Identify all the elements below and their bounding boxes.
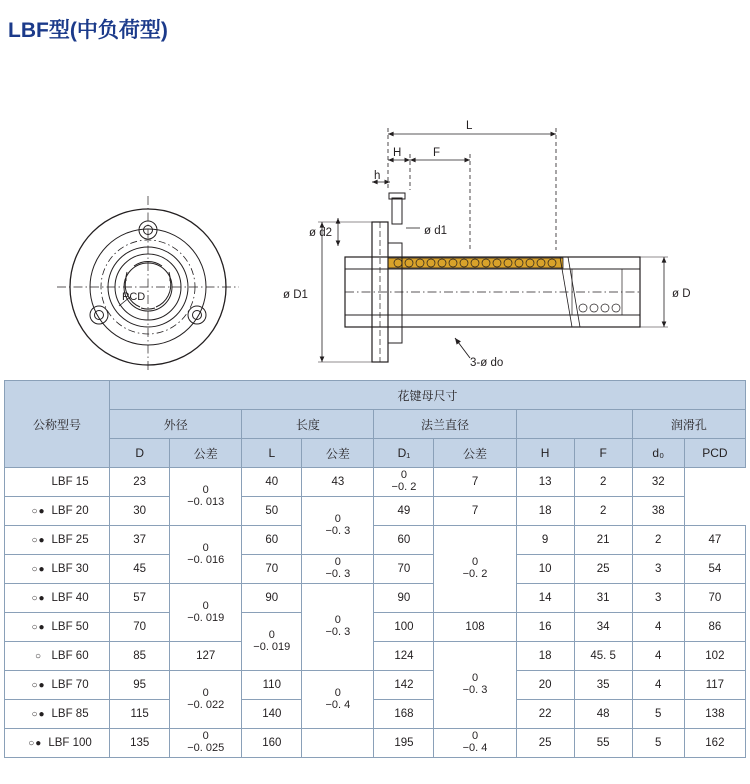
cell-model: ○● LBF 50 bbox=[5, 613, 110, 642]
cell-model: ○ LBF 60 bbox=[5, 642, 110, 671]
cell-model: ○● LBF 70 bbox=[5, 671, 110, 700]
label-L: L bbox=[466, 120, 473, 132]
table-row bbox=[5, 584, 746, 613]
label-d0-callout: 3-ø do bbox=[470, 357, 504, 369]
cell-D1: 43 bbox=[302, 468, 374, 497]
th-L-tol: 公差 bbox=[302, 439, 374, 468]
th-group-od: 外径 bbox=[110, 410, 242, 439]
cell-PCD: 117 bbox=[684, 671, 745, 700]
table-header-row-1 bbox=[5, 381, 746, 410]
th-group-main: 花键母尺寸 bbox=[110, 381, 746, 410]
cell-D1: 60 bbox=[374, 526, 434, 555]
availability-marks: ○● bbox=[31, 535, 46, 546]
cell-d0: 3 bbox=[632, 584, 684, 613]
cell-D1: 195 bbox=[374, 729, 434, 758]
technical-drawing bbox=[0, 50, 750, 370]
cell-D1: 70 bbox=[374, 555, 434, 584]
cell-D1: 168 bbox=[374, 700, 434, 729]
cell-PCD: 138 bbox=[684, 700, 745, 729]
availability-marks: ○ bbox=[34, 651, 43, 662]
cell-D-tolerance: 0 −0. 013 bbox=[170, 468, 242, 526]
cell-L: 60 bbox=[242, 526, 302, 555]
cell-PCD: 47 bbox=[684, 526, 745, 555]
cell-model: ○● LBF 100 bbox=[5, 729, 110, 758]
cell-L-tolerance: 0 −0. 3 bbox=[302, 555, 374, 584]
th-group-flange: 法兰直径 bbox=[374, 410, 516, 439]
cell-d0: 2 bbox=[574, 468, 632, 497]
cell-d0: 2 bbox=[574, 497, 632, 526]
availability-marks: ○● bbox=[28, 738, 43, 749]
cell-d0: 4 bbox=[632, 671, 684, 700]
cell-D: 37 bbox=[110, 526, 170, 555]
cell-D-tolerance: 0 −0. 019 bbox=[170, 584, 242, 642]
table-row bbox=[5, 642, 746, 671]
cell-H: 10 bbox=[516, 555, 574, 584]
cell-model: ○● LBF 85 bbox=[5, 700, 110, 729]
th-D: D bbox=[110, 439, 170, 468]
th-F: F bbox=[574, 439, 632, 468]
table-row bbox=[5, 700, 746, 729]
cell-D: 30 bbox=[110, 497, 170, 526]
cell-L: 50 bbox=[242, 497, 302, 526]
cell-PCD: 162 bbox=[684, 729, 745, 758]
table-row bbox=[5, 555, 746, 584]
label-H: H bbox=[393, 147, 402, 159]
cell-H: 9 bbox=[516, 526, 574, 555]
availability-marks: ○● bbox=[31, 593, 46, 604]
cell-H: 20 bbox=[516, 671, 574, 700]
cell-d0: 4 bbox=[632, 642, 684, 671]
availability-marks: ○● bbox=[31, 680, 46, 691]
cell-D: 95 bbox=[110, 671, 170, 700]
th-H: H bbox=[516, 439, 574, 468]
cell-d0: 5 bbox=[632, 700, 684, 729]
cell-d0: 3 bbox=[632, 555, 684, 584]
th-d0: d₀ bbox=[632, 439, 684, 468]
cell-L: 110 bbox=[242, 671, 302, 700]
cell-F: 55 bbox=[574, 729, 632, 758]
cell-L-tolerance: 0 −0. 3 bbox=[302, 497, 374, 555]
label-D: ø D bbox=[672, 288, 691, 300]
cell-L: 160 bbox=[242, 729, 302, 758]
front-view bbox=[57, 196, 239, 370]
label-F: F bbox=[433, 147, 441, 159]
cell-model: ○● LBF 30 bbox=[5, 555, 110, 584]
cell-L: 100 bbox=[374, 613, 434, 642]
cell-L: 140 bbox=[242, 700, 302, 729]
th-D1: D₁ bbox=[374, 439, 434, 468]
th-group-lube: 润滑孔 bbox=[632, 410, 745, 439]
table-row bbox=[5, 613, 746, 642]
spec-table-body bbox=[5, 468, 746, 758]
table-row bbox=[5, 729, 746, 758]
cell-F: 45. 5 bbox=[574, 642, 632, 671]
cell-d0: 2 bbox=[632, 526, 684, 555]
label-pcd: PCD bbox=[122, 291, 146, 303]
cell-D: 57 bbox=[110, 584, 170, 613]
cell-D1: 142 bbox=[374, 671, 434, 700]
spec-table bbox=[4, 380, 746, 758]
availability-marks: ○● bbox=[31, 564, 46, 575]
th-group-blank bbox=[516, 410, 632, 439]
cell-H: 16 bbox=[516, 613, 574, 642]
table-header-row-2 bbox=[5, 410, 746, 439]
spec-table-wrapper bbox=[4, 380, 746, 758]
cell-H: 7 bbox=[434, 468, 516, 497]
cell-F: 18 bbox=[516, 497, 574, 526]
th-PCD: PCD bbox=[684, 439, 745, 468]
cell-model: ○● LBF 40 bbox=[5, 584, 110, 613]
cell-H: 7 bbox=[434, 497, 516, 526]
cell-D-tolerance: 0 −0. 025 bbox=[170, 729, 242, 758]
cell-H: 14 bbox=[516, 584, 574, 613]
cell-D1-tolerance: 0 −0. 2 bbox=[434, 526, 516, 613]
cell-D: 135 bbox=[110, 729, 170, 758]
cell-D-tolerance: 0 −0. 022 bbox=[170, 671, 242, 729]
cell-model: ○● LBF 25 bbox=[5, 526, 110, 555]
cell-F: 13 bbox=[516, 468, 574, 497]
cell-PCD: 38 bbox=[632, 497, 684, 526]
cell-d0: 5 bbox=[632, 729, 684, 758]
cell-L: 40 bbox=[242, 468, 302, 497]
cell-model: LBF 15 bbox=[5, 468, 110, 497]
cell-L-tolerance: 0 −0. 3 bbox=[302, 584, 374, 671]
label-d1: ø d1 bbox=[424, 225, 448, 237]
th-group-length: 长度 bbox=[242, 410, 374, 439]
label-D1: ø D1 bbox=[283, 289, 308, 301]
cell-D1-tolerance: 0 −0. 4 bbox=[434, 729, 516, 758]
cell-PCD: 32 bbox=[632, 468, 684, 497]
cell-D1: 49 bbox=[374, 497, 434, 526]
th-D-tol: 公差 bbox=[170, 439, 242, 468]
th-L: L bbox=[242, 439, 302, 468]
drawing-svg bbox=[0, 50, 750, 370]
cell-d0: 4 bbox=[632, 613, 684, 642]
page-title: LBF型(中负荷型) bbox=[8, 19, 168, 42]
cell-L-tolerance: 0 −0. 4 bbox=[302, 671, 374, 729]
label-h: h bbox=[374, 170, 381, 182]
cell-L: 70 bbox=[242, 555, 302, 584]
cell-D1-tolerance: 0 −0. 2 bbox=[374, 468, 434, 497]
table-row bbox=[5, 468, 746, 497]
cell-H: 18 bbox=[516, 642, 574, 671]
cell-D: 85 bbox=[110, 642, 170, 671]
cell-model: ○● LBF 20 bbox=[5, 497, 110, 526]
table-row bbox=[5, 526, 746, 555]
label-d2: ø d2 bbox=[309, 227, 333, 239]
availability-marks: ○● bbox=[31, 622, 46, 633]
table-row bbox=[5, 497, 746, 526]
cell-L: 127 bbox=[170, 642, 242, 671]
cell-F: 34 bbox=[574, 613, 632, 642]
cell-D: 115 bbox=[110, 700, 170, 729]
table-header-row-3 bbox=[5, 439, 746, 468]
cell-D: 70 bbox=[110, 613, 170, 642]
cell-PCD: 86 bbox=[684, 613, 745, 642]
cell-D-tolerance: 0 −0. 016 bbox=[170, 526, 242, 584]
table-row bbox=[5, 671, 746, 700]
availability-marks: ○● bbox=[31, 709, 46, 720]
th-model: 公称型号 bbox=[5, 381, 110, 468]
cell-D: 23 bbox=[110, 468, 170, 497]
cell-F: 21 bbox=[574, 526, 632, 555]
cell-D1: 124 bbox=[374, 642, 434, 671]
cell-PCD: 70 bbox=[684, 584, 745, 613]
th-D1-tol: 公差 bbox=[434, 439, 516, 468]
cell-D1: 90 bbox=[374, 584, 434, 613]
cell-D1: 108 bbox=[434, 613, 516, 642]
cell-F: 48 bbox=[574, 700, 632, 729]
cell-D: 45 bbox=[110, 555, 170, 584]
availability-marks: ○● bbox=[31, 506, 46, 517]
cell-PCD: 54 bbox=[684, 555, 745, 584]
cell-H: 25 bbox=[516, 729, 574, 758]
cell-L: 90 bbox=[242, 584, 302, 613]
section-view bbox=[345, 193, 640, 362]
cell-H: 22 bbox=[516, 700, 574, 729]
cell-F: 31 bbox=[574, 584, 632, 613]
cell-L-tolerance bbox=[302, 729, 374, 758]
cell-D-tolerance: 0 −0. 019 bbox=[242, 613, 302, 671]
cell-PCD: 102 bbox=[684, 642, 745, 671]
cell-F: 25 bbox=[574, 555, 632, 584]
cell-D1-tolerance: 0 −0. 3 bbox=[434, 642, 516, 729]
cell-F: 35 bbox=[574, 671, 632, 700]
